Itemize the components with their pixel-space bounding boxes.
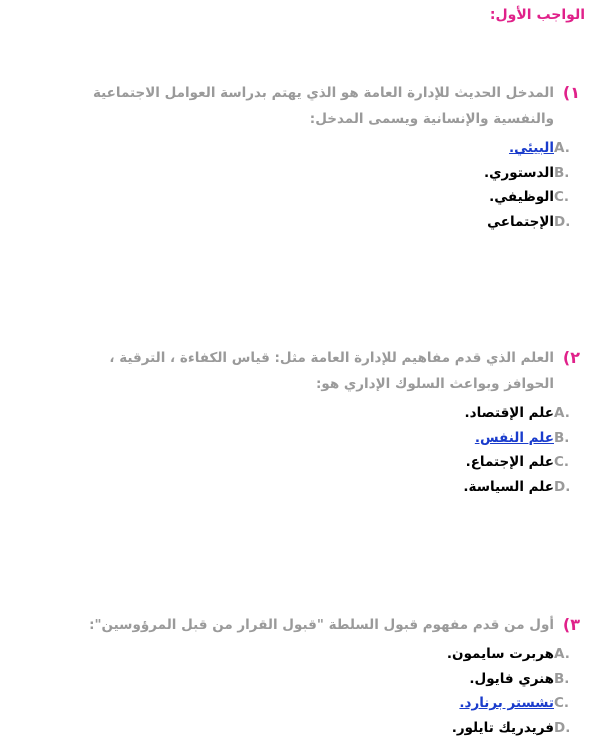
option-letter: C. xyxy=(554,695,570,712)
option-text: هربرت سايمون. xyxy=(446,646,554,663)
option-text: الإجتماعي xyxy=(487,213,554,230)
option-letter: B. xyxy=(554,164,570,181)
option-a xyxy=(75,401,580,426)
option-c xyxy=(75,185,580,210)
option-text: هنري فايول. xyxy=(469,670,554,687)
option-text: علم السياسة. xyxy=(463,478,554,495)
question-text: أول من قدم مفهوم قبول السلطة "قبول القرار من قبل المرؤوسين": xyxy=(89,617,554,633)
option-letter: B. xyxy=(554,670,570,687)
page-title: الواجب الأول: xyxy=(489,7,585,23)
option-c xyxy=(75,450,580,475)
option-letter: D. xyxy=(554,719,571,736)
option-d xyxy=(75,475,580,500)
question-text: المدخل الحديث للإدارة العامة هو الذي يهتم بدراسة العوامل الاجتماعية والنفسية والإنسانية ويسمى المدخل: xyxy=(92,85,554,127)
option-text: البيئي. xyxy=(508,140,554,157)
option-letter: D. xyxy=(554,478,571,495)
option-text: الدستوري. xyxy=(483,164,554,181)
option-d xyxy=(75,716,580,741)
option-b xyxy=(75,667,580,692)
option-letter: D. xyxy=(554,213,571,230)
option-b xyxy=(75,426,580,451)
question-number: ١) xyxy=(562,83,580,102)
option-a xyxy=(75,136,580,161)
question-2 xyxy=(75,345,580,499)
option-text: تشستر برنارد. xyxy=(459,695,554,712)
options-list xyxy=(75,136,580,234)
option-text: علم النفس. xyxy=(474,429,554,446)
question-number: ٢) xyxy=(562,348,580,367)
option-letter: C. xyxy=(554,454,570,471)
option-d xyxy=(75,210,580,235)
option-letter: A. xyxy=(554,646,570,663)
option-letter: A. xyxy=(554,405,570,422)
question-3 xyxy=(75,612,580,740)
option-b xyxy=(75,161,580,186)
option-text: علم الإجتماع. xyxy=(465,454,554,471)
question-1 xyxy=(75,80,580,234)
option-c xyxy=(75,691,580,716)
option-a xyxy=(75,642,580,667)
question-number: ٣) xyxy=(562,615,580,634)
options-list xyxy=(75,642,580,740)
option-letter: A. xyxy=(554,140,570,157)
option-text: الوظيفي. xyxy=(489,189,554,206)
question-text: العلم الذي قدم مفاهيم للإدارة العامة مثل: قياس الكفاءة ، الترقية ، الحوافز وبواعث السلوك الإداري هو: xyxy=(109,350,554,392)
option-text: علم الإقتصاد. xyxy=(464,405,554,422)
options-list xyxy=(75,401,580,499)
option-letter: B. xyxy=(554,429,570,446)
option-text: فريدريك تايلور. xyxy=(451,719,554,736)
option-letter: C. xyxy=(554,189,570,206)
